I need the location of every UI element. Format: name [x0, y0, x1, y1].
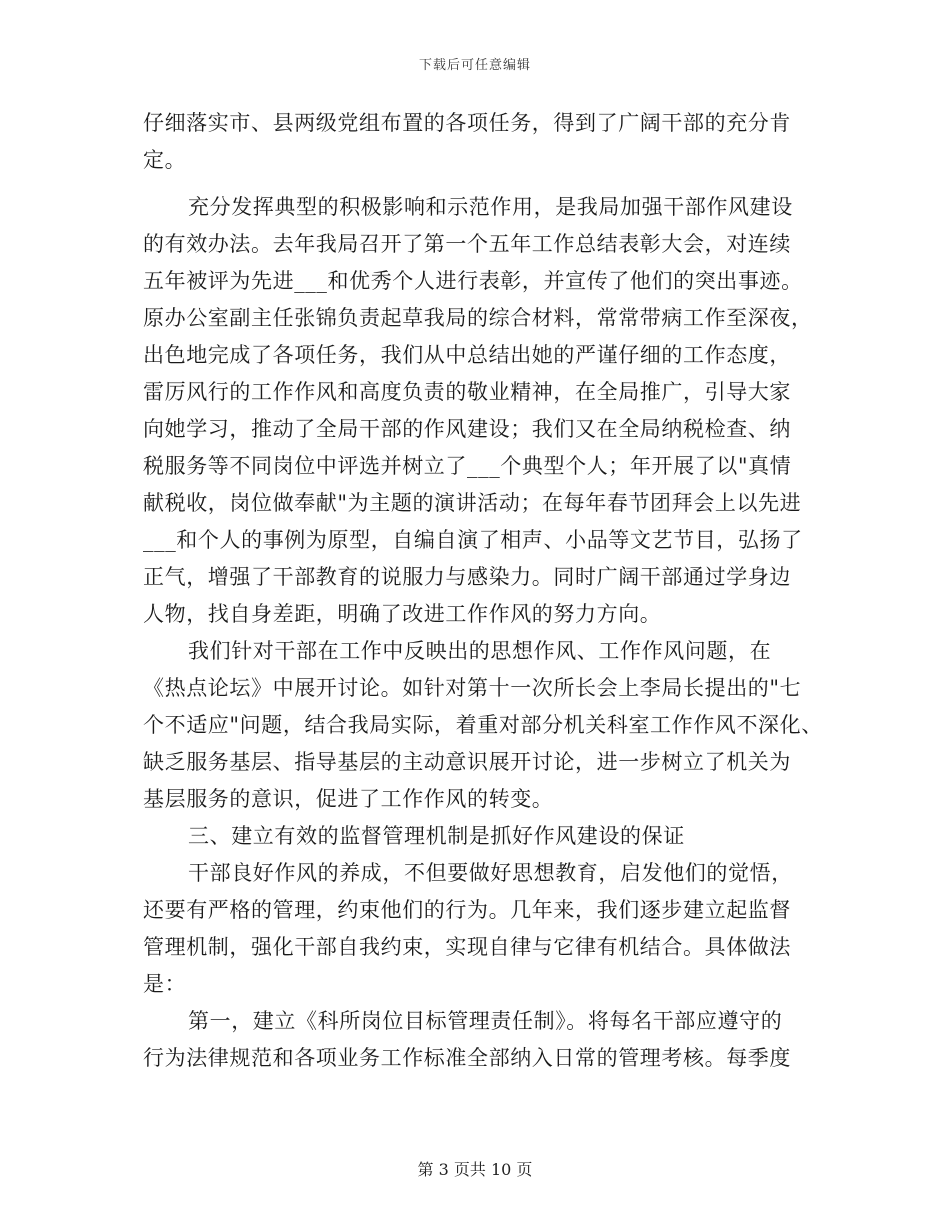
text-line: 是：: [143, 972, 187, 996]
text-line: 缺乏服务基层、指导基层的主动意识展开讨论，进一步树立了机关为: [143, 750, 791, 774]
text-line: 向她学习，推动了全局干部的作风建设；我们又在全局纳税检查、纳: [143, 417, 791, 441]
text-line: ___和个人的事例为原型，自编自演了相声、小品等文艺节目，弘扬了: [143, 528, 803, 552]
text-line: 《热点论坛》中展开讨论。如针对第十一次所长会上李局长提出的"七: [143, 676, 802, 700]
document-body: [143, 105, 823, 1077]
text-line: 第一，建立《科所岗位目标管理责任制》。将每名干部应遵守的: [188, 1009, 783, 1033]
text-line: 五年被评为先进___和优秀个人进行表彰，并宣传了他们的突出事迹。: [143, 269, 803, 293]
text-line: 干部良好作风的养成，不但要做好思想教育，启发他们的觉悟，: [188, 861, 793, 885]
text-line: 行为法律规范和各项业务工作标准全部纳入日常的管理考核。每季度: [143, 1046, 791, 1070]
text-line: 原办公室副主任张锦负责起草我局的综合材料，常常带病工作至深夜，: [143, 306, 813, 330]
text-line: 仔细落实市、县两级党组布置的各项任务，得到了广阔干部的充分肯: [143, 111, 791, 135]
page-header: 下载后可任意编辑: [418, 58, 531, 73]
text-line: 个不适应"问题，结合我局实际，着重对部分机关科室工作作风不深化、: [143, 713, 823, 737]
text-line: 税服务等不同岗位中评选并树立了___个典型个人；年开展了以"真情: [143, 454, 792, 478]
text-line: 三、建立有效的监督管理机制是抓好作风建设的保证: [188, 824, 685, 848]
text-line: 出色地完成了各项任务，我们从中总结出她的严谨仔细的工作态度，: [143, 343, 791, 367]
paragraph-gap: [143, 179, 823, 189]
text-line: 定。: [143, 148, 187, 172]
text-line: 基层服务的意识，促进了工作作风的转变。: [143, 787, 554, 811]
text-line: 雷厉风行的工作作风和高度负责的敬业精神，在全局推广，引导大家: [143, 380, 791, 404]
text-line: 管理机制，强化干部自我约束，实现自律与它律有机结合。具体做法: [143, 935, 791, 959]
page-footer: 第 3 页共 10 页: [417, 1160, 533, 1179]
text-line: 献税收，岗位做奉献"为主题的演讲活动；在每年春节团拜会上以先进: [143, 491, 802, 515]
text-line: 我们针对干部在工作中反映出的思想作风、工作作风问题，在: [188, 639, 772, 663]
text-line: 人物，找自身差距，明确了改进工作作风的努力方向。: [143, 602, 662, 626]
text-line: 还要有严格的管理，约束他们的行为。几年来，我们逐步建立起监督: [143, 898, 791, 922]
text-line: 正气，增强了干部教育的说服力与感染力。同时广阔干部通过学身边: [143, 565, 791, 589]
text-line: 的有效办法。去年我局召开了第一个五年工作总结表彰大会，对连续: [143, 232, 791, 256]
text-line: 充分发挥典型的积极影响和示范作用，是我局加强干部作风建设: [188, 195, 793, 219]
